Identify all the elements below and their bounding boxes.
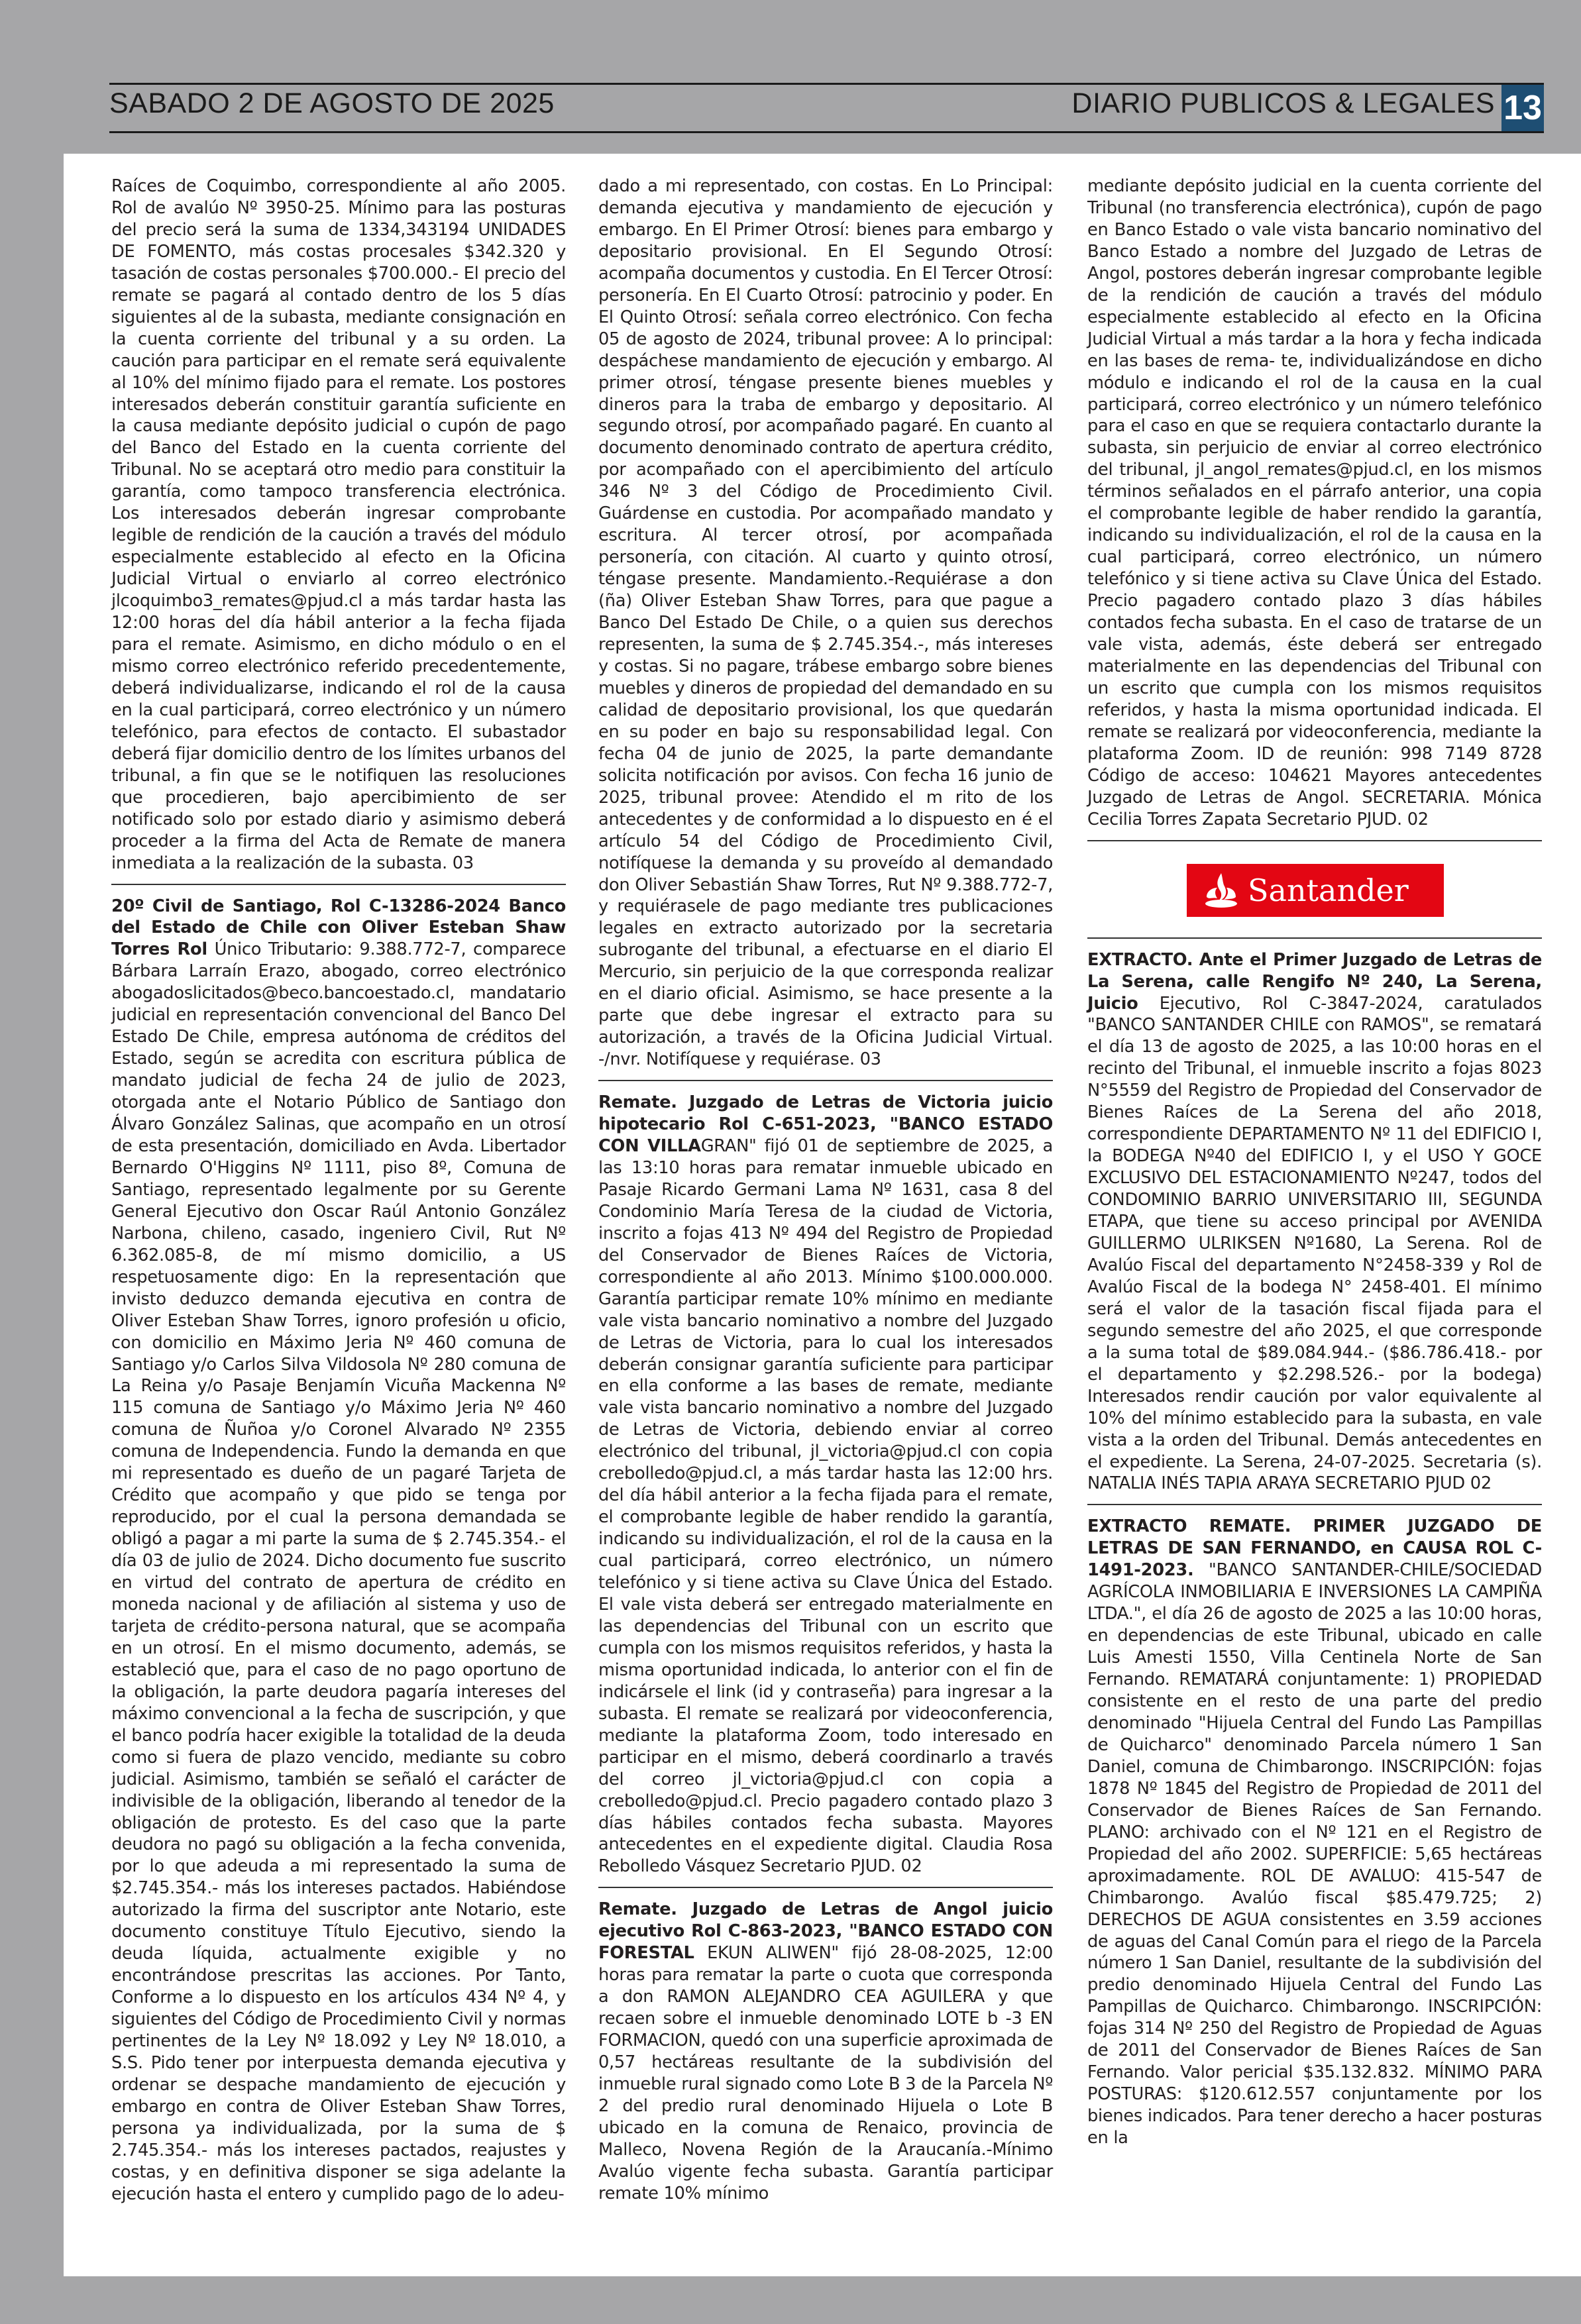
notice-santiago-continued: dado a mi representado, con costas. En Lo Principal: demanda ejecutiva y mandamiento de ejecución y embargo. En El Primer Otrosí: bienes para embargo y depositario provisional. En El Segundo Otrosí: acompaña documentos y custodia. En El Tercer Otrosí: personería. En El Cuarto Otrosí: patrocinio y poder. En El Quinto Otrosí: señala correo electrónico. Con fecha 05 de agosto de 2024, tribunal provee: A lo principal: despáchese mandamiento de ejecución y embargo. Al primer otrosí, téngase presente bienes muebles y dineros para la traba de embargo y depositario. Al segundo otrosí, por acompañado pagaré. En cuanto al documento denominado contrato de apertura crédito, por acompañado con el apercibimiento del artículo 346 Nº 3 del Código de Procedimiento Civil. Guárdense en custodia. Por acompañado mandato y escritura. Al tercer otrosí, por acompañada personería, con citación. Al cuarto y quinto otrosí, téngase presente. Mandamiento.-Requiérase a don (ña) Oliver Esteban Shaw Torres, para que pague a Banco Del Estado De Chile, o a quien sus derechos representen, la suma de $ 2.745.354.-, más intereses y costas. Si no pagare, trábese embargo sobre bienes muebles y dineros de propiedad del demandado en su calidad de depositario provisional, los que quedarán en su poder en bajo su responsabilidad legal. Con fecha 04 de junio de 2025, la parte demandante solicita notificación por avisos. Con fecha 16 junio de 2025, tribunal provee: Atendido el m rito de los antecedentes y de conformidad a lo dispuesto en é el artículo 54 del Código de Procedimiento Civil, notifíquese la demanda y su proveído al demandado don Oliver Sebastián Shaw Torres, Rut Nº 9.388.772-7, y requiérasele de pago mediante tres publicaciones legales en extracto autorizado por la secretaria subrogante del tribunal, a efectuarse en el diario El Mercurio, sin perjuicio de la que corresponda realizar en el diario oficial. Asimismo, se hace presente a la parte que debe ingresar el extracto para su autorización, a través de la Oficina Judicial Virtual. -/nvr. Notifíquese y requiérase. 03 bbox=[598, 176, 1053, 1070]
column-3 bbox=[1087, 176, 1542, 2149]
notice-victoria-text: GRAN" fijó 01 de septiembre de 2025, a las 13:10 horas para rematar inmueble ubicado en Pasaje Ricardo Germani Lama Nº 1631, casa 8 del Condominio María Teresa de la ciudad de Victoria, inscrito a fojas 413 Nº 494 del Registro de Propiedad del Conservador de Bienes Raíces de Victoria, correspondiente al año 2013. Mínimo $100.000.000. Garantía participar remate 10% mínimo en mediante vale vista bancario nominativo a nombre del Juzgado de Letras de Victoria, para lo cual los interesados deberán consignar garantía suficiente para participar en ella conforme a las bases de remate, mediante vale vista bancario nominativo a nombre del Juzgado de Letras de Victoria, debiendo enviar al correo electrónico del tribunal, jl_victoria@pjud.cl con copia crebolledo@pjud.cl, a más tardar hasta las 12:00 hrs. del día hábil anterior a la fecha fijada para el remate, el comprobante legible de haber rendido la garantía, indicando su individualización, el rol de la causa en la cual participará, correo electrónico, un número telefónico y si tiene activa su Clave Única del Estado. El vale vista deberá ser entregado materialmente en las dependencias del Tribunal con un escrito que cumpla con los mismos requisitos referidos, y hasta la misma oportunidad indicada, lo anterior con el fin de indicársele el link (id y contraseña) para ingresar a la subasta. El remate se realizará por videoconferencia, mediante la plataforma Zoom, todo interesado en participar en el mismo, deberá coordinarlo a través del correo jl_victoria@pjud.cl con copia a crebolledo@pjud.cl. Precio pagadero contado plazo 3 días hábiles contados fecha subasta. Mayores antecedentes en el expediente digital. Claudia Rosa Rebolledo Vásquez Secretario PJUD. 02 bbox=[598, 1136, 1053, 1877]
notice-angol bbox=[598, 1899, 1053, 2204]
advertiser-logo-area bbox=[1087, 852, 1542, 928]
notice-santiago-heading: 20º Civil de Santiago, Rol C-13286-2024 Banco del Estado de Chile con Oliver Esteban Shaw Torres Rol bbox=[111, 896, 566, 960]
notice-san-fernando-text: "BANCO SANTANDER-CHILE/SOCIEDAD AGRÍCOLA INMOBILIARIA E INVERSIONES LA CAMPIÑA LTDA.", el día 26 de agosto de 2025 a las 10:00 horas, en dependencias de este Tribunal, ubicado en calle Luis Amesti 1550, Villa Centinela Norte de San Fernando. REMATARÁ conjuntamente: 1) PROPIEDAD consistente en el resto de una parte del predio denominado "Hijuela Central del Fundo Las Pampillas de Quicharco" denominado Parcela número 1 San Daniel, comuna de Chimbarongo. INSCRIPCIÓN: fojas 1878 Nº 1845 del Registro de Propiedad de 2011 del Conservador de Bienes Raíces de San Fernando. PLANO: archivado con el Nº 121 en el Registro de Propiedad del año 2002. SUPERFICIE: 5,65 hectáreas aproximadamente. ROL DE AVALUO: 415-547 de Chimbarongo. Avalúo fiscal $85.479.725; 2) DERECHOS DE AGUA consistentes en 3.59 acciones de aguas del Canal Común para el riego de la Parcela número 1 San Daniel, resultante de la subdivisión del predio denominado Hijuela Central del Fundo Las Pampillas de Quicharco. Chimbarongo. INSCRIPCIÓN: fojas 314 Nº 250 del Registro de Propiedad de Aguas de 2011 del Conservador de Bienes Raíces de San Fernando. Valor pericial $35.132.832. MÍNIMO PARA POSTURAS: $120.612.557 conjuntamente por los bienes indicados. Para tener derecho a hacer posturas en la bbox=[1087, 1560, 1542, 2148]
notice-victoria bbox=[598, 1092, 1053, 1877]
page-header bbox=[109, 83, 1544, 133]
notice-divider bbox=[1087, 1504, 1542, 1505]
notice-victoria-heading: Remate. Juzgado de Letras de Victoria juicio hipotecario Rol C-651-2023, "BANCO ESTADO CON VILLA bbox=[598, 1092, 1053, 1156]
column-1 bbox=[111, 176, 566, 2205]
notice-divider bbox=[111, 884, 566, 885]
column-2 bbox=[598, 176, 1053, 2205]
notice-la-serena-text: Ejecutivo, Rol C-3847-2024, caratulados "BANCO SANTANDER CHILE con RAMOS", se rematará el día 13 de agosto de 2025, a las 10:00 horas en el recinto del Tribunal, el inmueble inscrito a fojas 8023 N°5559 del Registro de Propiedad del Conservador de Bienes Raíces de La Serena del año 2018, correspondiente DEPARTAMENTO Nº 11 del EDIFICIO I, la BODEGA Nº40 del EDIFICIO I, y el USO Y GOCE EXCLUSIVO DEL ESTACIONAMIENTO Nº247, todos del CONDOMINIO BARRIO UNIVERSITARIO III, SEGUNDA ETAPA, que tiene su acceso principal por AVENIDA GUILLERMO ULRIKSEN Nº1680, La Serena. Rol de Avalúo Fiscal del departamento N°2458-339 y Rol de Avalúo Fiscal de la bodega N° 2458-401. El mínimo será el valor de la tasación fiscal fijada para el segundo semestre del año 2025, el que corresponde a la suma total de $89.084.944.- ($86.786.418.- por el departamento y $2.298.526.- por la bodega) Interesados rendir caución por valor equivalente al 10% del mínimo establecido para la subasta, en vale vista a la orden del Tribunal. Demás antecedentes en el expediente. La Serena, 24-07-2025. Secretaria (s). NATALIA INÉS TAPIA ARAYA SECRETARIO PJUD 02 bbox=[1087, 993, 1542, 1494]
santander-logo-text: Santander bbox=[1248, 872, 1409, 908]
notice-angol-continued: mediante depósito judicial en la cuenta corriente del Tribunal (no transferencia electrónica), cupón de pago en Banco Estado o vale vista bancario nominativo del Banco Estado a nombre del Juzgado de Letras de Angol, postores deberán ingresar comprobante legible de la rendición de caución a través del módulo especialmente establecido al efecto en la Oficina Judicial Virtual a más tardar a la hora y fecha indicada en las bases de rema- te, individualizándose en dicho módulo e indicando el rol de la causa en la cual participará, correo electrónico y un número telefónico para el caso en que se requiera contactarlo durante la subasta, sin perjuicio de enviar al correo electrónico del tribunal, jl_angol_remates@pjud.cl, en los mismos términos señalados en el párrafo anterior, una copia el comprobante legible de haber rendido la garantía, indicando su individualización, el rol de la causa en la cual participará, correo electrónico, un número telefónico y si tiene activa su Clave Única del Estado. Precio pagadero contado plazo 3 días hábiles contados fecha subasta. En el caso de tratarse de un vale vista, además, éste deberá ser entregado materialmente en las dependencias del Tribunal con un escrito que cumpla con los mismos requisitos referidos, y hasta la misma oportunidad indicada. El remate se realizará por videoconferencia, mediante la plataforma Zoom. ID de reunión: 998 7149 8728 Código de acceso: 104621 Mayores antecedentes Juzgado de Letras de Angol. SECRETARIA. Mónica Cecilia Torres Zapata Secretario PJUD. 02 bbox=[1087, 176, 1542, 829]
notice-divider bbox=[1087, 937, 1542, 939]
notice-santiago-text: Único Tributario: 9.388.772-7, comparece Bárbara Larraín Erazo, abogado, correo electrónico abogadoslicitados@beco.bancoestado.cl, mandatario judicial en representación convencional del Banco Del Estado De Chile, empresa autónoma de créditos del Estado, según se acredita con escritura pública de mandato judicial de fecha 24 de julio de 2023, otorgada ante el Notario Público de Santiago don Álvaro González Salinas, que acompaño en un otrosí de esta presentación, domiciliado en Avda. Libertador Bernardo O'Higgins Nº 1111, piso 8º, Comuna de Santiago, representado legalmente por su Gerente General Ejecutivo don Oscar Raúl Antonio González Narbona, chileno, casado, ingeniero Civil, Rut Nº 6.362.085-8, de mí mismo domicilio, a US respetuosamente digo: En la representación que invisto deduzco demanda ejecutiva en contra de Oliver Esteban Shaw Torres, ignoro profesión u oficio, con domicilio en Máximo Jeria Nº 460 comuna de Santiago y/o Carlos Silva Vildosola Nº 280 comuna de La Reina y/o Pasaje Benjamín Vicuña Mackenna Nº 115 comuna de Santiago y/o Máximo Jeria Nº 460 comuna de Ñuñoa y/o Coronel Alvarado Nº 2355 comuna de Independencia. Fundo la demanda en que mi representado es dueño de un pagaré Tarjeta de Crédito que acompaño y que pido se tenga por reproducido, por el cual la persona demandada se obligó a pagar a mi parte la suma de $ 2.745.354.- el día 03 de julio de 2024. Dicho documento fue suscrito en virtud del contrato de apertura de crédito en moneda nacional y de afiliación al sistema y uso de tarjeta de crédito-persona natural, que se acompaña en un otrosí. En el mismo documento, además, se estableció que, para el caso de no pago oportuno de la obligación, la parte deudora pagaría intereses del máximo convencional a la fecha de suscripción, y que el banco podría hacer exigible la totalidad de la deuda como si fuera de plazo vencido, mediante su cobro judicial. Asimismo, también se señaló el carácter de indivisible de la obligación, liberando al tenedor de la obligación de protesto. Es del caso que la parte deudora no pagó su obligación a la fecha convenida, por lo que adeuda a mi representado la suma de $2.745.354.- más los intereses pactados. Habiéndose autorizado la firma del suscriptor ante Notario, este documento constituye Título Ejecutivo, siendo la deuda líquida, actualmente exigible y no encontrándose prescritas las acciones. Por Tanto, Conforme a lo dispuesto en los artículos 434 Nº 4, y siguientes del Código de Procedimiento Civil y normas pertinentes de la Ley Nº 18.092 y Ley Nº 18.010, a S.S. Pido tener por interpuesta demanda ejecutiva y ordenar se despache mandamiento de ejecución y embargo en contra de Oliver Esteban Shaw Torres, persona ya individualizada, por la suma de $ 2.745.354.- más los intereses pactados, reajustes y costas, y en definitiva disponer se siga adelante la ejecución hasta el entero y cumplido pago de lo adeu- bbox=[111, 939, 566, 2204]
notice-san-fernando bbox=[1087, 1516, 1542, 2149]
notice-coquimbo-text: Raíces de Coquimbo, correspondiente al año 2005. Rol de avalúo Nº 3950-25. Mínimo para las posturas del precio será la suma de 1334,343194 UNIDADES DE FOMENTO, más costas procesales $342.320 y tasación de costas personales $700.000.- El precio del remate se pagará al contado dentro de los 5 días siguientes al de la subasta, mediante consignación en la cuenta corriente del tribunal y a su orden. La caución para participar en el remate será equivalente al 10% del mínimo fijado para el remate. Los postores interesados deberán constituir garantía suficiente en la causa mediante depósito judicial o cupón de pago del Banco del Estado en la cuenta corriente del Tribunal. No se aceptará otro medio para constituir la garantía, como tampoco transferencia electrónica. Los interesados deberán ingresar comprobante legible de rendición de la caución a través del módulo especialmente establecido al efecto en la Oficina Judicial Virtual o enviarlo al correo electrónico jlcoquimbo3_remates@pjud.cl a más tardar hasta las 12:00 horas del día hábil anterior a la fecha fijada para el remate. Asimismo, en dicho módulo o en el mismo correo electrónico referido precedentemente, deberá individualizarse, indicando el rol de la causa en la cual participará, correo electrónico y un número telefónico, para efectos de contacto. El subastador deberá fijar domicilio dentro de los límites urbanos del tribunal, a fin que se le notifiquen las resoluciones que procedieren, bajo apercibimiento de ser notificado solo por estado diario y asimismo deberá proceder a la firma del Acta de Remate de manera inmediata a la realización de la subasta. 03 bbox=[111, 176, 566, 873]
issue-date: SABADO 2 DE AGOSTO DE 2025 bbox=[109, 87, 555, 119]
santander-flame-icon bbox=[1201, 871, 1241, 910]
notice-la-serena-heading: EXTRACTO. Ante el Primer Juzgado de Letras de La Serena, calle Rengifo Nº 240, La Serena, Juicio bbox=[1087, 949, 1542, 1014]
notice-santiago bbox=[111, 896, 566, 2205]
notice-divider bbox=[1087, 840, 1542, 841]
notice-divider bbox=[598, 1080, 1053, 1081]
page-number: 13 bbox=[1501, 85, 1544, 131]
notice-angol-text: EKUN ALIWEN" fijó 28-08-2025, 12:00 horas para rematar la parte o cuota que corresponda a don RAMON ALEJANDRO CEA AGUILERA y que recaen sobre el inmueble denominado LOTE b -3 EN FORMACION, quedó con una superficie aproximada de 0,57 hectáreas resultante de la subdivisión del inmueble rural signado como Lote B 3 de la Parcela Nº 2 del predio rural denominado Hijuela o Lote B ubicado en la comuna de Renaico, provincia de Malleco, Novena Región de la Araucanía.-Mínimo Avalúo vigente fecha subasta. Garantía participar remate 10% mínimo bbox=[598, 1943, 1053, 2203]
publication-title: DIARIO PUBLICOS & LEGALES bbox=[1071, 87, 1495, 119]
santander-logo bbox=[1187, 864, 1444, 917]
notice-divider bbox=[598, 1887, 1053, 1888]
notice-san-fernando-heading: EXTRACTO REMATE. PRIMER JUZGADO DE LETRAS DE SAN FERNANDO, en CAUSA ROL C-1491-2023. bbox=[1087, 1516, 1542, 1581]
notice-angol-heading: Remate. Juzgado de Letras de Angol juicio ejecutivo Rol C-863-2023, "BANCO ESTADO CON FORESTAL bbox=[598, 1899, 1053, 1964]
notice-la-serena bbox=[1087, 949, 1542, 1495]
